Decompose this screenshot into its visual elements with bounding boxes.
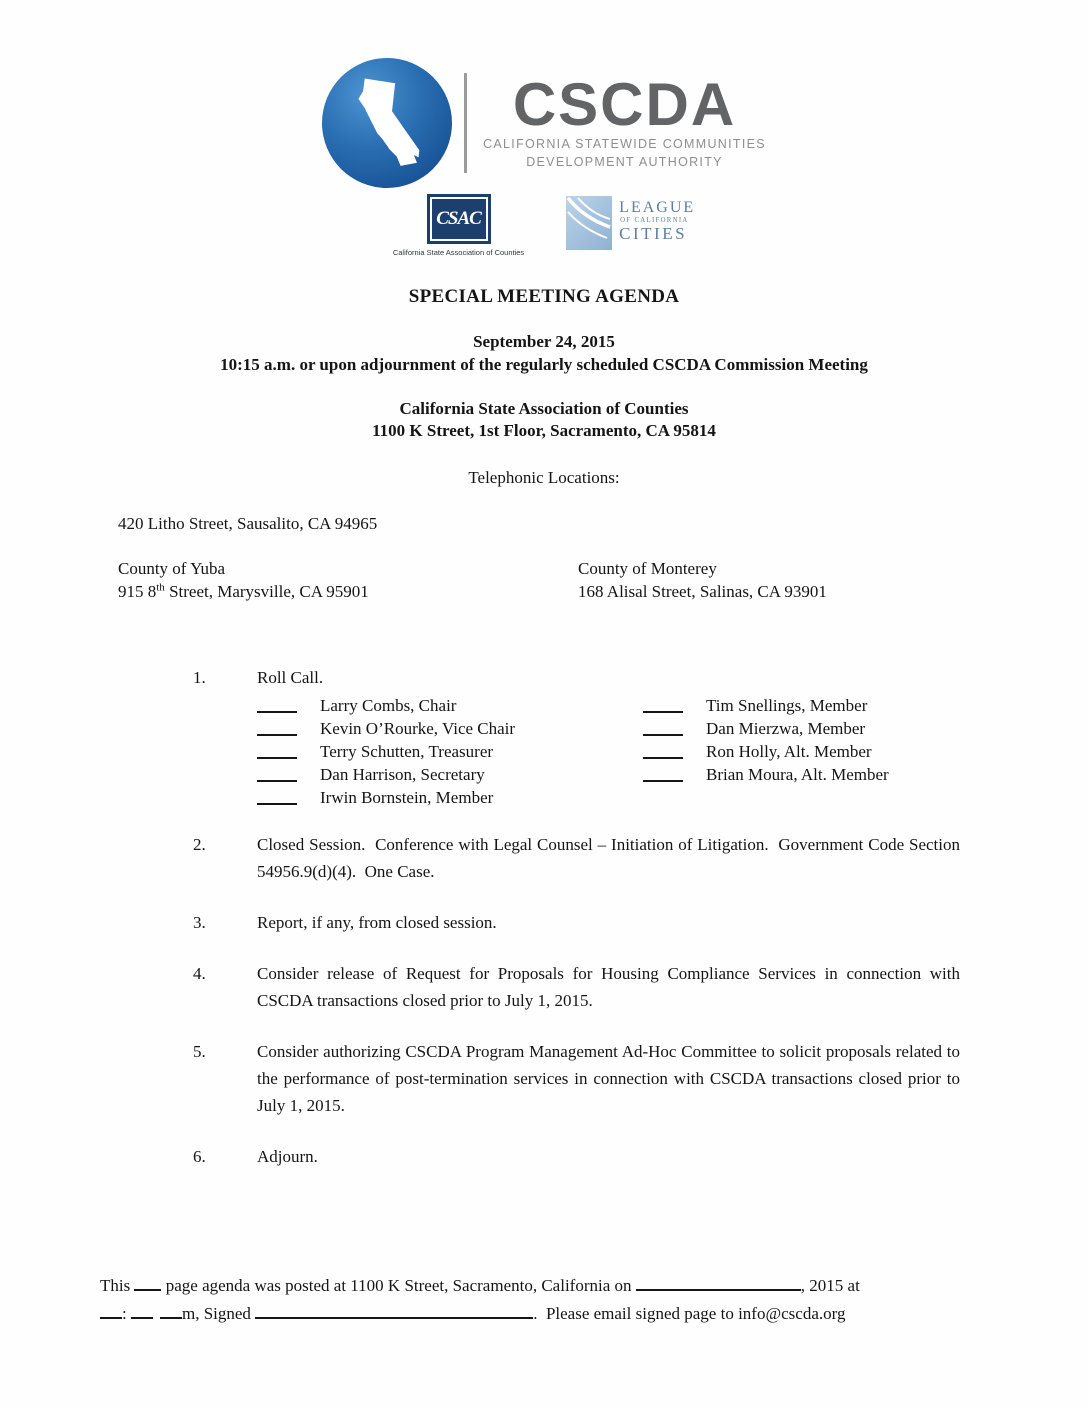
agenda-item-3 [193,909,960,936]
ampm-blank [160,1304,182,1319]
cscda-subtitle-line1: CALIFORNIA STATEWIDE COMMUNITIES [483,137,766,151]
roll-call-list [257,694,960,809]
item-text: Closed Session. Conference with Legal Counsel – Initiation of Litigation. Government Code Section 54956.9(d)(4). One Case. [257,835,960,881]
roll-call-blank [257,786,297,805]
california-silhouette [346,74,424,172]
item-number: 3. [193,913,206,932]
cscda-acronym: CSCDA [512,71,737,138]
roll-call-member: Tim Snellings, Member [706,696,868,715]
county-name: County of Monterey [578,559,717,578]
agenda-item-2 [193,831,960,885]
telephonic-heading: Telephonic Locations: [468,468,620,487]
cscda-logo [0,0,1088,188]
agenda-item-4 [193,960,960,1014]
roll-call-member: Irwin Bornstein, Member [320,788,494,807]
posting-notice [100,1272,982,1327]
league-line3: CITIES [619,224,688,243]
league-line1: LEAGUE [619,199,696,216]
roll-call-member: Kevin O’Rourke, Vice Chair [320,719,516,738]
county-address: 168 Alisal Street, Salinas, CA 93901 [578,582,827,601]
agenda-item-1 [193,664,960,809]
roll-call-member: Brian Moura, Alt. Member [706,765,889,784]
telephonic-location-yuba [118,557,448,603]
posting-date-blank [636,1276,801,1291]
cscda-logo-text [483,71,766,171]
roll-call-blank [257,763,297,782]
cscda-subtitle-line2: DEVELOPMENT AUTHORITY [526,155,723,169]
venue-name: California State Association of Counties [399,399,689,418]
roll-call-blank [257,717,297,736]
item-number: 6. [193,1147,206,1166]
csac-caption: California State Association of Counties [392,248,525,257]
item-text: Consider release of Request for Proposals for Housing Compliance Services in connection with CSCDA transactions closed prior to July 1, 2015. [257,964,960,1010]
roll-call-member: Dan Mierzwa, Member [706,719,866,738]
item-number: 5. [193,1042,206,1061]
league-logo [566,196,695,250]
county-address: 915 8th Street, Marysville, CA 95901 [118,581,369,601]
telephonic-location-monterey [578,557,908,603]
roll-call-blank [643,740,683,759]
meeting-datetime-block [0,330,1088,376]
hour-blank [100,1304,122,1319]
minute-blank [131,1304,153,1319]
roll-call-blank [257,740,297,759]
agenda-list [193,664,960,1170]
partner-logos [0,194,1088,260]
item-number: 2. [193,835,206,854]
agenda-item-5 [193,1038,960,1119]
csac-logo-box [427,194,491,244]
item-text: Consider authorizing CSCDA Program Management Ad-Hoc Committee to solicit proposals related to the performance of post-termination services in connection with CSCDA transactions closed prior to July 1, 2015. [257,1042,960,1115]
meeting-time: 10:15 a.m. or upon adjournment of the regularly scheduled CSCDA Commission Meeting [220,355,868,374]
item-number: 4. [193,964,206,983]
csac-logo [393,194,524,257]
venue-address: 1100 K Street, 1st Floor, Sacramento, CA 95814 [372,421,716,440]
roll-call-blank [643,763,683,782]
league-swoosh-icon [566,196,612,250]
page-count-blank [134,1276,161,1291]
item-text: Adjourn. [257,1147,318,1166]
roll-call-blank [643,694,683,713]
roll-call-blank [257,694,297,713]
roll-call-blank [643,717,683,736]
posting-notice-line2: : m, Signed . Please email signed page to info@cscda.org [100,1300,982,1328]
roll-call-member: Larry Combs, Chair [320,696,457,715]
meeting-date: September 24, 2015 [473,332,615,351]
telephonic-location-sausalito: 420 Litho Street, Sausalito, CA 94965 [118,514,378,533]
signature-blank [255,1304,533,1319]
item-text: Roll Call. [257,668,324,687]
posting-notice-line1: This page agenda was posted at 1100 K Street, Sacramento, California on , 2015 at [100,1276,860,1295]
california-state-icon [322,58,452,188]
page-title: SPECIAL MEETING AGENDA [408,286,680,307]
league-logo-text [619,196,695,243]
roll-call-member: Dan Harrison, Secretary [320,765,485,784]
logo-divider [464,73,467,173]
league-line2: OF CALIFORNIA [620,217,689,224]
roll-call-member: Ron Holly, Alt. Member [706,742,872,761]
venue-block [0,398,1088,442]
item-number: 1. [193,668,206,687]
item-text: Report, if any, from closed session. [257,913,497,932]
roll-call-member: Terry Schutten, Treasurer [320,742,494,761]
csac-acronym: CSAC [436,208,481,229]
telephonic-county-row [118,557,1088,603]
agenda-item-6 [193,1143,960,1170]
county-name: County of Yuba [118,559,226,578]
